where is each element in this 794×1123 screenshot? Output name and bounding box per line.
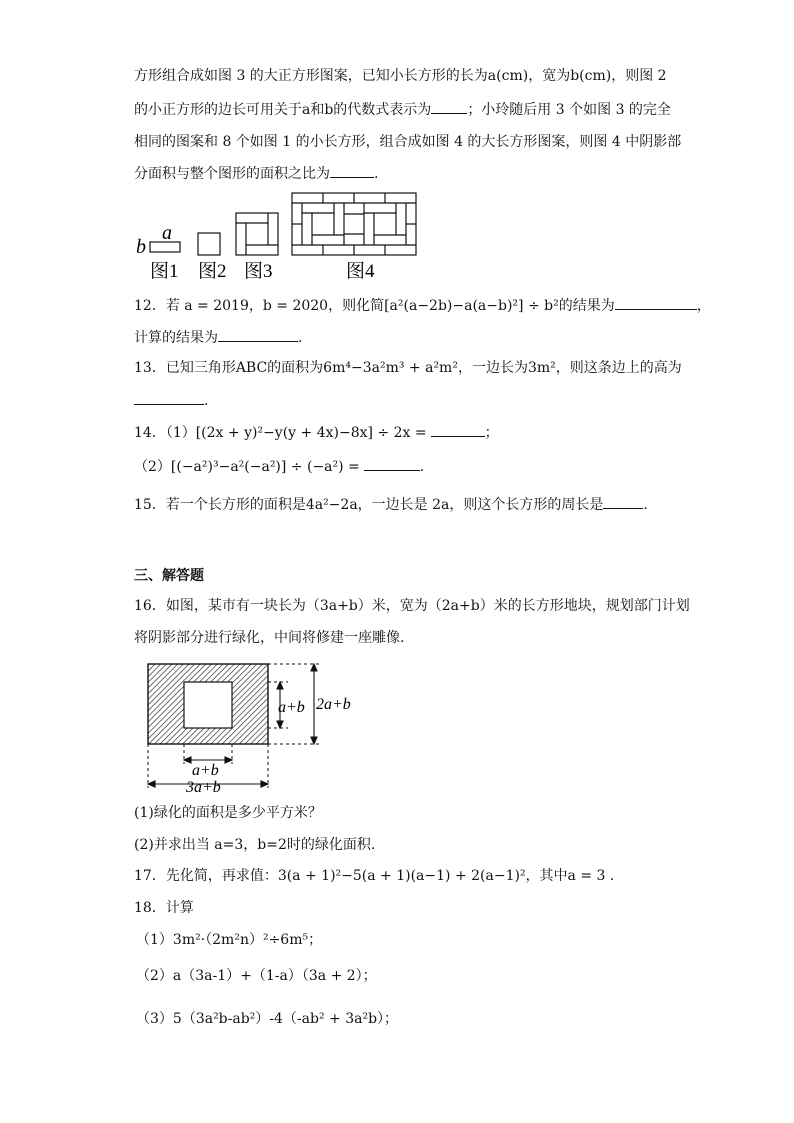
label-outer-width: 3a+b: [186, 779, 221, 796]
q18-sub2: （2）a（3a-1）+（1-a）（3a + 2）；: [136, 968, 377, 984]
q11-line3: 相同的图案和 8 个如图 1 的小长方形，组合成如图 4 的大长方形图案，则图 4 中阴影部: [134, 134, 682, 150]
q12-text2: 计算的结果为: [134, 330, 218, 346]
q11-line1: 方形组合成如图 3 的大正方形图案，已知小长方形的长为a(cm)，宽为b(cm)，则图 2: [134, 68, 667, 84]
q11-line2-text-b: ；小玲随后用 3 个如图 3 的完全: [467, 102, 671, 118]
fig1-label-b: b: [136, 236, 146, 258]
q11-line4: [134, 163, 378, 184]
q12-comma: ，: [696, 298, 711, 314]
fig4-large-rectangle: [292, 193, 416, 255]
q16-line2: 将阴影部分进行绿化，中间将修建一座雕像.: [134, 630, 405, 646]
q11-figures: [132, 190, 422, 282]
q13-line1: 13．已知三角形ABC的面积为6m⁴−3a²m³ + a²m²，一边长为3m²，则这条边上的高为: [134, 360, 682, 376]
q11-line2-text: 的小正方形的边长可用关于a和b的代数式表示为: [134, 102, 432, 118]
q14-line1: [134, 422, 499, 443]
answer-blank[interactable]: [218, 327, 298, 342]
q14-part2: （2）[(−a²)³−a²(−a²)] ÷ (−a²) =: [134, 459, 360, 475]
q15-period: .: [643, 497, 648, 513]
q18-title: 18．计算: [134, 900, 194, 916]
fig3-caption: 图3: [244, 261, 273, 282]
q16-sub2: (2)并求出当 a=3，b=2时的绿化面积.: [134, 837, 376, 853]
fig2-caption: 图2: [198, 261, 227, 282]
answer-blank[interactable]: [134, 390, 204, 405]
q12-line2: [134, 327, 302, 348]
answer-blank[interactable]: [615, 295, 697, 310]
fig1-caption: 图1: [150, 261, 179, 282]
fig1-label-a: a: [162, 222, 172, 244]
q14-semicolon: ；: [484, 425, 499, 441]
q18-sub3: （3）5（3a²b-ab²）-4（-ab² + 3a²b）；: [136, 1011, 399, 1027]
q12-period: .: [298, 330, 303, 346]
q15-text: 15．若一个长方形的面积是4a²−2a，一边长是 2a，则这个长方形的周长是: [134, 497, 604, 513]
q13-period: .: [204, 393, 209, 409]
q16-sub1: (1)绿化的面积是多少平方米？: [134, 805, 322, 821]
statue-square: [184, 682, 232, 728]
label-inner-width: a+b: [192, 762, 219, 779]
q12-line1: [134, 295, 711, 316]
q15-line1: [134, 494, 648, 515]
answer-blank[interactable]: [431, 99, 467, 114]
q12-text: 12．若 a = 2019，b = 2020，则化简[a²(a−2b)−a(a−b)²] ÷ b²的结果为: [134, 298, 615, 314]
answer-blank[interactable]: [603, 494, 643, 509]
label-inner-height: a+b: [278, 699, 305, 716]
q13-line2: [134, 390, 208, 411]
q16-figure: [140, 656, 380, 798]
answer-blank[interactable]: [330, 163, 374, 178]
answer-blank[interactable]: [364, 456, 420, 471]
fig4-caption: 图4: [346, 261, 375, 282]
label-outer-height: 2a+b: [316, 696, 351, 713]
fig2-small-square: [198, 233, 220, 255]
q18-sub1: （1）3m²·（2m²n）²÷6m⁵；: [136, 932, 323, 948]
answer-blank[interactable]: [431, 422, 485, 437]
q11-line2: [134, 99, 671, 120]
fig3-pinwheel: [236, 213, 278, 255]
q16-figure-svg: [140, 656, 380, 798]
q11-line4-end: .: [374, 166, 379, 182]
q16-line1: 16．如图，某市有一块长为（3a+b）米，宽为（2a+b）米的长方形地块，规划部门计划: [134, 598, 690, 614]
q11-line4-text: 分面积与整个图形的面积之比为: [134, 166, 330, 182]
q14-line2: [134, 456, 424, 477]
q14-period: .: [419, 459, 425, 475]
q14-part1: 14．（1）[(2x + y)²−y(y + 4x)−8x] ÷ 2x =: [134, 425, 427, 441]
q17-line: 17．先化简，再求值：3(a + 1)²−5(a + 1)(a−1) + 2(a−1)²，其中a = 3 .: [134, 868, 615, 884]
q11-figures-svg: [132, 190, 422, 282]
section-heading: 三、解答题: [134, 568, 204, 584]
